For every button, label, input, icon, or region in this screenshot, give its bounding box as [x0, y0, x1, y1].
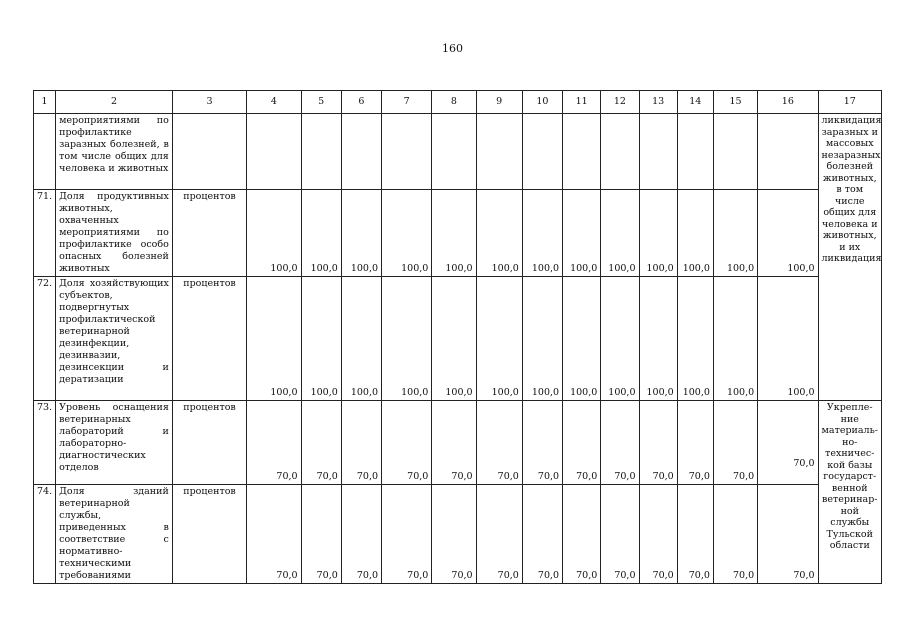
value-cell [677, 114, 713, 190]
value-cell: 70,0 [758, 401, 818, 485]
value-cell: 100,0 [522, 277, 562, 401]
indicator-name: Доля продуктивных животных, охваченных мероприятиями по профилактике особо опасных болезней животных [56, 190, 173, 277]
value-cell: 100,0 [758, 190, 818, 277]
value-cell: 100,0 [713, 190, 757, 277]
value-cell: 100,0 [677, 277, 713, 401]
unit-cell [172, 114, 246, 190]
table-row [34, 190, 882, 277]
value-cell: 100,0 [563, 190, 601, 277]
value-cell: 70,0 [432, 401, 476, 485]
value-cell: 100,0 [677, 190, 713, 277]
indicator-name: Доля зданий ветеринарной службы, приведенных в соответствие с нормативно-техническими требованиями [56, 485, 173, 584]
header-cell: 17 [818, 91, 881, 114]
value-cell: 100,0 [639, 277, 677, 401]
value-cell: 100,0 [301, 277, 341, 401]
value-cell: 100,0 [432, 277, 476, 401]
value-cell [601, 114, 639, 190]
header-cell: 5 [301, 91, 341, 114]
value-cell: 100,0 [476, 277, 522, 401]
indicator-name: мероприятиями по профилактике заразных болезней, в том числе общих для человека и животных [56, 114, 173, 190]
value-cell: 70,0 [677, 401, 713, 485]
value-cell: 100,0 [713, 277, 757, 401]
header-cell: 6 [341, 91, 381, 114]
value-cell: 70,0 [382, 401, 432, 485]
value-cell: 70,0 [341, 401, 381, 485]
value-cell: 70,0 [432, 485, 476, 584]
table-row [34, 485, 882, 584]
value-cell [563, 114, 601, 190]
indicator-name: Уровень оснащения ветеринарных лабораторий и лабораторно-диагностических отделов [56, 401, 173, 485]
value-cell: 70,0 [522, 401, 562, 485]
value-cell: 100,0 [247, 190, 301, 277]
page-number: 160 [442, 42, 463, 55]
value-cell: 70,0 [601, 485, 639, 584]
value-cell: 70,0 [476, 485, 522, 584]
unit-cell: процентов [172, 401, 246, 485]
goal-cell-2: Укрепле-ние материаль-но-техничес-кой базы государст-венной ветеринар-ной службы Тульской области [818, 401, 881, 584]
value-cell [639, 114, 677, 190]
unit-cell: процентов [172, 277, 246, 401]
goal-cell-1: ликвидация заразных и массовых незаразных болезней животных, в том числе общих для человека и животных, и их ликвидация [818, 114, 881, 401]
header-cell: 13 [639, 91, 677, 114]
value-cell: 70,0 [382, 485, 432, 584]
table-row [34, 401, 882, 485]
value-cell: 100,0 [476, 190, 522, 277]
value-cell: 70,0 [341, 485, 381, 584]
value-cell: 100,0 [601, 190, 639, 277]
table-row [34, 114, 882, 190]
value-cell: 70,0 [301, 401, 341, 485]
value-cell: 70,0 [476, 401, 522, 485]
value-cell: 70,0 [247, 485, 301, 584]
value-cell: 70,0 [247, 401, 301, 485]
value-cell [713, 114, 757, 190]
header-cell: 8 [432, 91, 476, 114]
value-cell: 100,0 [563, 277, 601, 401]
value-cell: 100,0 [301, 190, 341, 277]
header-row [34, 91, 882, 114]
row-index [34, 114, 56, 190]
value-cell: 70,0 [639, 485, 677, 584]
header-cell: 12 [601, 91, 639, 114]
value-cell: 100,0 [758, 277, 818, 401]
value-cell: 70,0 [522, 485, 562, 584]
header-cell: 10 [522, 91, 562, 114]
value-cell: 70,0 [601, 401, 639, 485]
value-cell: 100,0 [601, 277, 639, 401]
header-cell: 3 [172, 91, 246, 114]
indicator-name: Доля хозяйствующих субъектов, подвергнутых профилактической ветеринарной дезинфекции, дезинвазии, дезинсекции и дератизации [56, 277, 173, 401]
value-cell: 70,0 [758, 485, 818, 584]
value-cell [382, 114, 432, 190]
header-cell: 2 [56, 91, 173, 114]
value-cell: 100,0 [247, 277, 301, 401]
value-cell: 100,0 [522, 190, 562, 277]
header-cell: 4 [247, 91, 301, 114]
value-cell: 70,0 [639, 401, 677, 485]
row-index: 72. [34, 277, 56, 401]
value-cell [341, 114, 381, 190]
row-index: 73. [34, 401, 56, 485]
value-cell [432, 114, 476, 190]
header-cell: 15 [713, 91, 757, 114]
header-cell: 7 [382, 91, 432, 114]
value-cell: 70,0 [563, 485, 601, 584]
value-cell: 70,0 [677, 485, 713, 584]
header-cell: 14 [677, 91, 713, 114]
header-cell: 11 [563, 91, 601, 114]
value-cell: 100,0 [341, 277, 381, 401]
value-cell [301, 114, 341, 190]
table-row [34, 277, 882, 401]
value-cell: 100,0 [432, 190, 476, 277]
header-cell: 16 [758, 91, 818, 114]
indicators-table [33, 90, 882, 584]
value-cell: 70,0 [301, 485, 341, 584]
row-index: 71. [34, 190, 56, 277]
unit-cell: процентов [172, 190, 246, 277]
header-cell: 9 [476, 91, 522, 114]
value-cell: 70,0 [563, 401, 601, 485]
value-cell: 100,0 [382, 277, 432, 401]
value-cell: 100,0 [341, 190, 381, 277]
value-cell: 100,0 [382, 190, 432, 277]
value-cell [522, 114, 562, 190]
value-cell: 100,0 [639, 190, 677, 277]
header-cell: 1 [34, 91, 56, 114]
value-cell [758, 114, 818, 190]
value-cell [247, 114, 301, 190]
value-cell: 70,0 [713, 485, 757, 584]
row-index: 74. [34, 485, 56, 584]
value-cell [476, 114, 522, 190]
unit-cell: процентов [172, 485, 246, 584]
value-cell: 70,0 [713, 401, 757, 485]
